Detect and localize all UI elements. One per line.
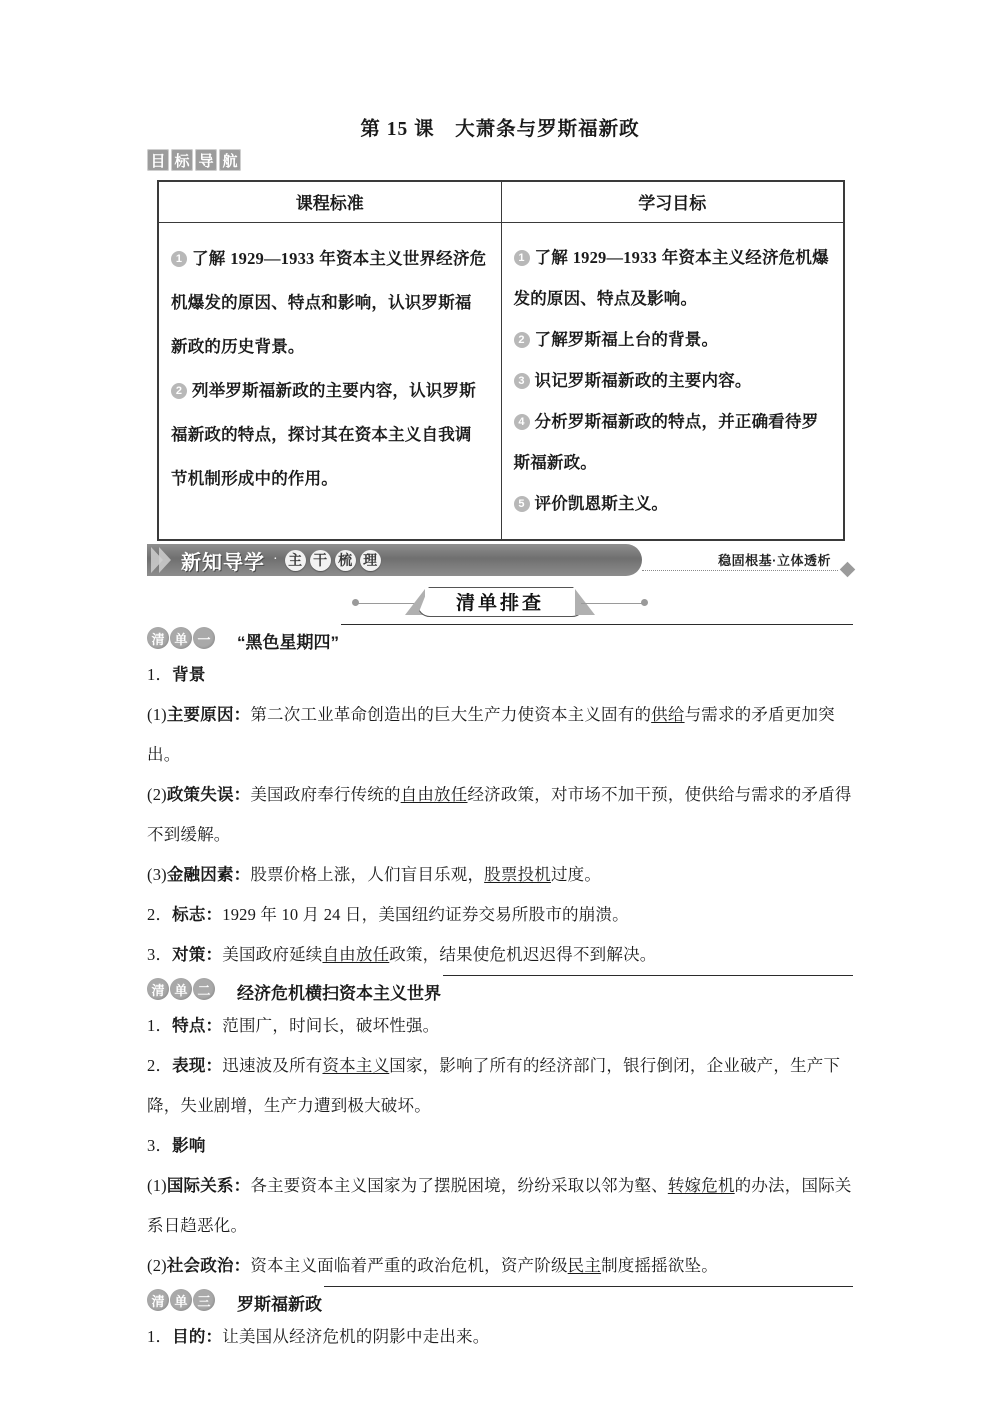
item-label: 影响: [172, 1137, 206, 1155]
objective-text: 识记罗斯福新政的主要内容。: [534, 372, 752, 390]
objective-item: [171, 369, 487, 501]
item-label: 政策失误：: [166, 786, 251, 804]
content-paragraph: [147, 935, 853, 975]
objective-number: 5: [514, 496, 530, 512]
section-badge: [147, 624, 215, 649]
content-subheading: [147, 655, 853, 695]
section-badge-char: 清: [147, 1289, 169, 1311]
item-index: (2): [147, 785, 167, 804]
objective-number: 1: [171, 251, 187, 267]
section-badge-char: 单: [170, 1289, 192, 1311]
content-paragraph: [147, 1046, 853, 1126]
item-label: 国际关系：: [166, 1177, 251, 1195]
content-paragraph: [147, 1317, 853, 1357]
objective-text: 分析罗斯福新政的特点，并正确看待罗斯福新政。: [513, 413, 819, 472]
objective-text: 了解罗斯福上台的背景。: [534, 331, 719, 349]
item-text: 迅速波及所有资本主义国家，影响了所有的经济部门，银行倒闭，企业破产，生产下降，失业剧增，生产力遭到极大破坏。: [147, 1056, 841, 1115]
item-text: 1929 年 10 月 24 日，美国纽约证券交易所股市的崩溃。: [222, 905, 629, 924]
item-text: 美国政府延续自由放任政策，结果使危机迟迟得不到解决。: [222, 945, 657, 964]
objective-text: 了解 1929—1933 年资本主义世界经济危机爆发的原因、特点和影响，认识罗斯福新政的历史背景。: [171, 249, 487, 356]
section-badge-char: 二: [193, 978, 215, 1000]
objective-item: [514, 320, 830, 361]
objective-item: [514, 237, 830, 320]
banner-dotted-rule: [642, 570, 838, 571]
item-label: 特点：: [172, 1017, 223, 1035]
banner-separator: ·: [273, 552, 278, 567]
banner-circle-char: 干: [310, 550, 331, 571]
banner-title: [181, 546, 381, 575]
content-subheading: [147, 1126, 853, 1166]
item-index: 3．: [147, 945, 173, 964]
item-index: 1．: [147, 665, 173, 684]
content-paragraph: [147, 855, 853, 895]
item-index: 1．: [147, 1016, 173, 1035]
objective-item: [514, 402, 830, 484]
diamond-icon: [840, 562, 856, 578]
banner-subtitle: 稳固根基·立体透析: [718, 553, 831, 568]
section-badge: [147, 975, 215, 1000]
content-paragraph: [147, 895, 853, 935]
objectives-table: [157, 180, 845, 541]
section-title-rule: [324, 1286, 853, 1287]
ribbon-triangle-right: [575, 589, 595, 615]
cell-curriculum-standard: [159, 223, 502, 540]
section-badge: [147, 1286, 215, 1311]
section-badge-char: 单: [170, 978, 192, 1000]
objective-text: 列举罗斯福新政的主要内容，认识罗斯福新政的特点，探讨其在资本主义自我调节机制形成中的作用。: [171, 382, 476, 488]
table-header-learning-goals: 学习目标: [501, 182, 844, 223]
item-label: 标志：: [172, 906, 223, 924]
item-label: 金融因素：: [166, 866, 251, 884]
cell-learning-goals: [501, 223, 844, 540]
objective-number: 1: [514, 250, 530, 266]
ribbon-dot-left: [352, 599, 359, 606]
item-text: 让美国从经济危机的阴影中走出来。: [222, 1327, 490, 1346]
item-text: 各主要资本主义国家为了摆脱困境，纷纷采取以邻为壑、转嫁危机的办法，国际关系日趋恶化。: [147, 1176, 852, 1235]
objective-number: 4: [514, 414, 530, 430]
goal-tag-char: 航: [219, 149, 241, 171]
goal-tag-char: 标: [171, 149, 193, 171]
content-paragraph: [147, 1006, 853, 1046]
section-banner: [147, 544, 853, 580]
banner-bar: [147, 544, 642, 576]
item-text: 股票价格上涨，人们盲目乐观，股票投机过度。: [250, 865, 602, 884]
banner-circle-char: 主: [285, 550, 306, 571]
section-badge-char: 一: [193, 627, 215, 649]
section-badge-char: 清: [147, 978, 169, 1000]
item-text: 第二次工业革命创造出的巨大生产力使资本主义固有的供给与需求的矛盾更加突出。: [147, 705, 835, 764]
item-label: 对策：: [172, 946, 223, 964]
section-badge-char: 三: [193, 1289, 215, 1311]
body-content: [147, 624, 853, 1357]
ribbon-dot-right: [641, 599, 648, 606]
page-title: 第 15 课 大萧条与罗斯福新政: [360, 119, 640, 140]
chevron-right-icon: [155, 547, 171, 573]
objective-number: 2: [514, 332, 530, 348]
section-title: 经济危机横扫资本主义世界: [237, 984, 441, 1003]
objective-text: 评价凯恩斯主义。: [534, 495, 669, 513]
goal-tag-char: 导: [195, 149, 217, 171]
objective-text: 了解 1929—1933 年资本主义经济危机爆发的原因、特点及影响。: [513, 248, 829, 308]
section-heading: [147, 624, 853, 654]
item-index: (3): [147, 865, 167, 884]
content-paragraph: [147, 695, 853, 775]
objective-number: 3: [514, 373, 530, 389]
ribbon-line-right: [581, 603, 645, 604]
objective-number: 2: [171, 383, 187, 399]
item-label: 社会政治：: [166, 1257, 251, 1275]
table-row: [159, 223, 844, 540]
section-heading: [147, 975, 853, 1005]
table-header-curriculum-standard: 课程标准: [159, 182, 502, 223]
objective-item: [514, 484, 830, 525]
goal-tag-char: 目: [147, 149, 169, 171]
item-index: 2．: [147, 905, 173, 924]
item-label: 表现：: [172, 1057, 223, 1075]
item-index: 2．: [147, 1056, 173, 1075]
item-text: 范围广，时间长，破坏性强。: [222, 1016, 440, 1035]
content-paragraph: [147, 1246, 853, 1286]
item-index: 1．: [147, 1327, 173, 1346]
section-title: 罗斯福新政: [237, 1295, 322, 1314]
item-label: 主要原因：: [166, 706, 251, 724]
content-paragraph: [147, 1166, 853, 1246]
ribbon-heading: [0, 583, 1000, 619]
section-title: “黑色星期四”: [237, 633, 339, 652]
item-text: 美国政府奉行传统的自由放任经济政策，对市场不加干预，使供给与需求的矛盾得不到缓解。: [147, 785, 852, 844]
section-heading: [147, 1286, 853, 1316]
item-index: (1): [147, 1176, 167, 1195]
goal-navigation-tag: [147, 149, 241, 171]
ribbon-label: 清单排查: [455, 592, 544, 614]
section-title-rule: [341, 624, 853, 625]
banner-title-text: 新知导学: [181, 551, 265, 574]
item-index: 3．: [147, 1136, 173, 1155]
section-title-rule: [443, 975, 853, 976]
item-index: (1): [147, 705, 167, 724]
content-paragraph: [147, 775, 853, 855]
banner-circle-char: 理: [360, 550, 381, 571]
objective-item: [171, 237, 487, 369]
item-text: 资本主义面临着严重的政治危机，资产阶级民主制度摇摇欲坠。: [250, 1256, 718, 1275]
item-label: 目的：: [172, 1328, 223, 1346]
item-label: 背景: [172, 666, 206, 684]
section-badge-char: 清: [147, 627, 169, 649]
item-index: (2): [147, 1256, 167, 1275]
section-badge-char: 单: [170, 627, 192, 649]
banner-circle-char: 梳: [335, 550, 356, 571]
objective-item: [514, 361, 830, 402]
